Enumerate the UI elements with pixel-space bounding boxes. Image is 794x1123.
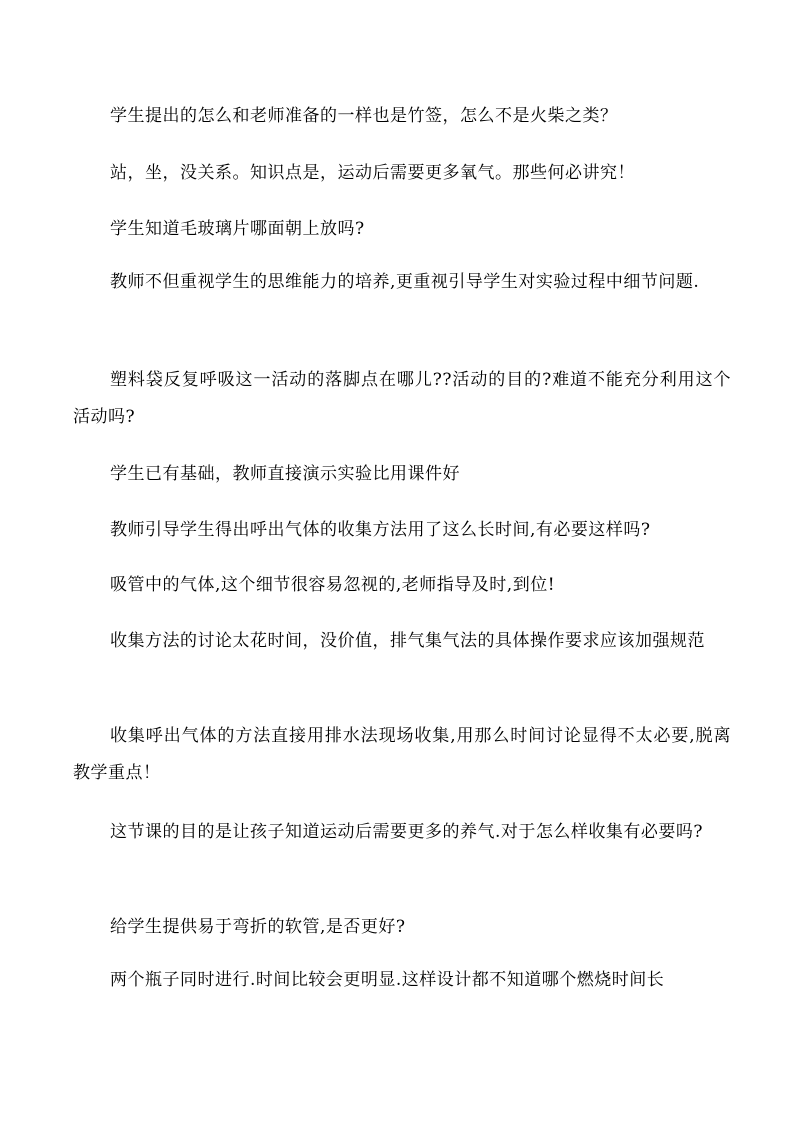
paragraph: 收集呼出气体的方法直接用排水法现场收集,用那么时间讨论显得不太必要,脱离教学重点！ (73, 726, 731, 783)
paragraph: 塑料袋反复呼吸这一活动的落脚点在哪儿??活动的目的?难道不能充分利用这个活动吗? (73, 370, 731, 427)
paragraph: 学生已有基础，教师直接演示实验比用课件好 (110, 464, 460, 484)
paragraph: 吸管中的气体,这个细节很容易忽视的,老师指导及时,到位! (110, 575, 556, 595)
paragraph: 教师不但重视学生的思维能力的培养,更重视引导学生对实验过程中细节问题. (110, 272, 700, 292)
paragraph: 学生知道毛玻璃片哪面朝上放吗? (110, 219, 365, 239)
paragraph: 教师引导学生得出呼出气体的收集方法用了这么长时间,有必要这样吗? (110, 520, 651, 540)
paragraph: 给学生提供易于弯折的软管,是否更好? (110, 917, 406, 937)
paragraph: 两个瓶子同时进行.时间比较会更明显.这样设计都不知道哪个燃烧时间长 (110, 970, 665, 990)
paragraph: 这节课的目的是让孩子知道运动后需要更多的养气.对于怎么样收集有必要吗? (110, 822, 704, 842)
paragraph: 收集方法的讨论太花时间，没价值，排气集气法的具体操作要求应该加强规范 (110, 631, 705, 651)
paragraph: 学生提出的怎么和老师准备的一样也是竹签，怎么不是火柴之类？ (110, 106, 618, 126)
paragraph: 站，坐，没关系。知识点是，运动后需要更多氧气。那些何必讲究！ (110, 163, 635, 183)
